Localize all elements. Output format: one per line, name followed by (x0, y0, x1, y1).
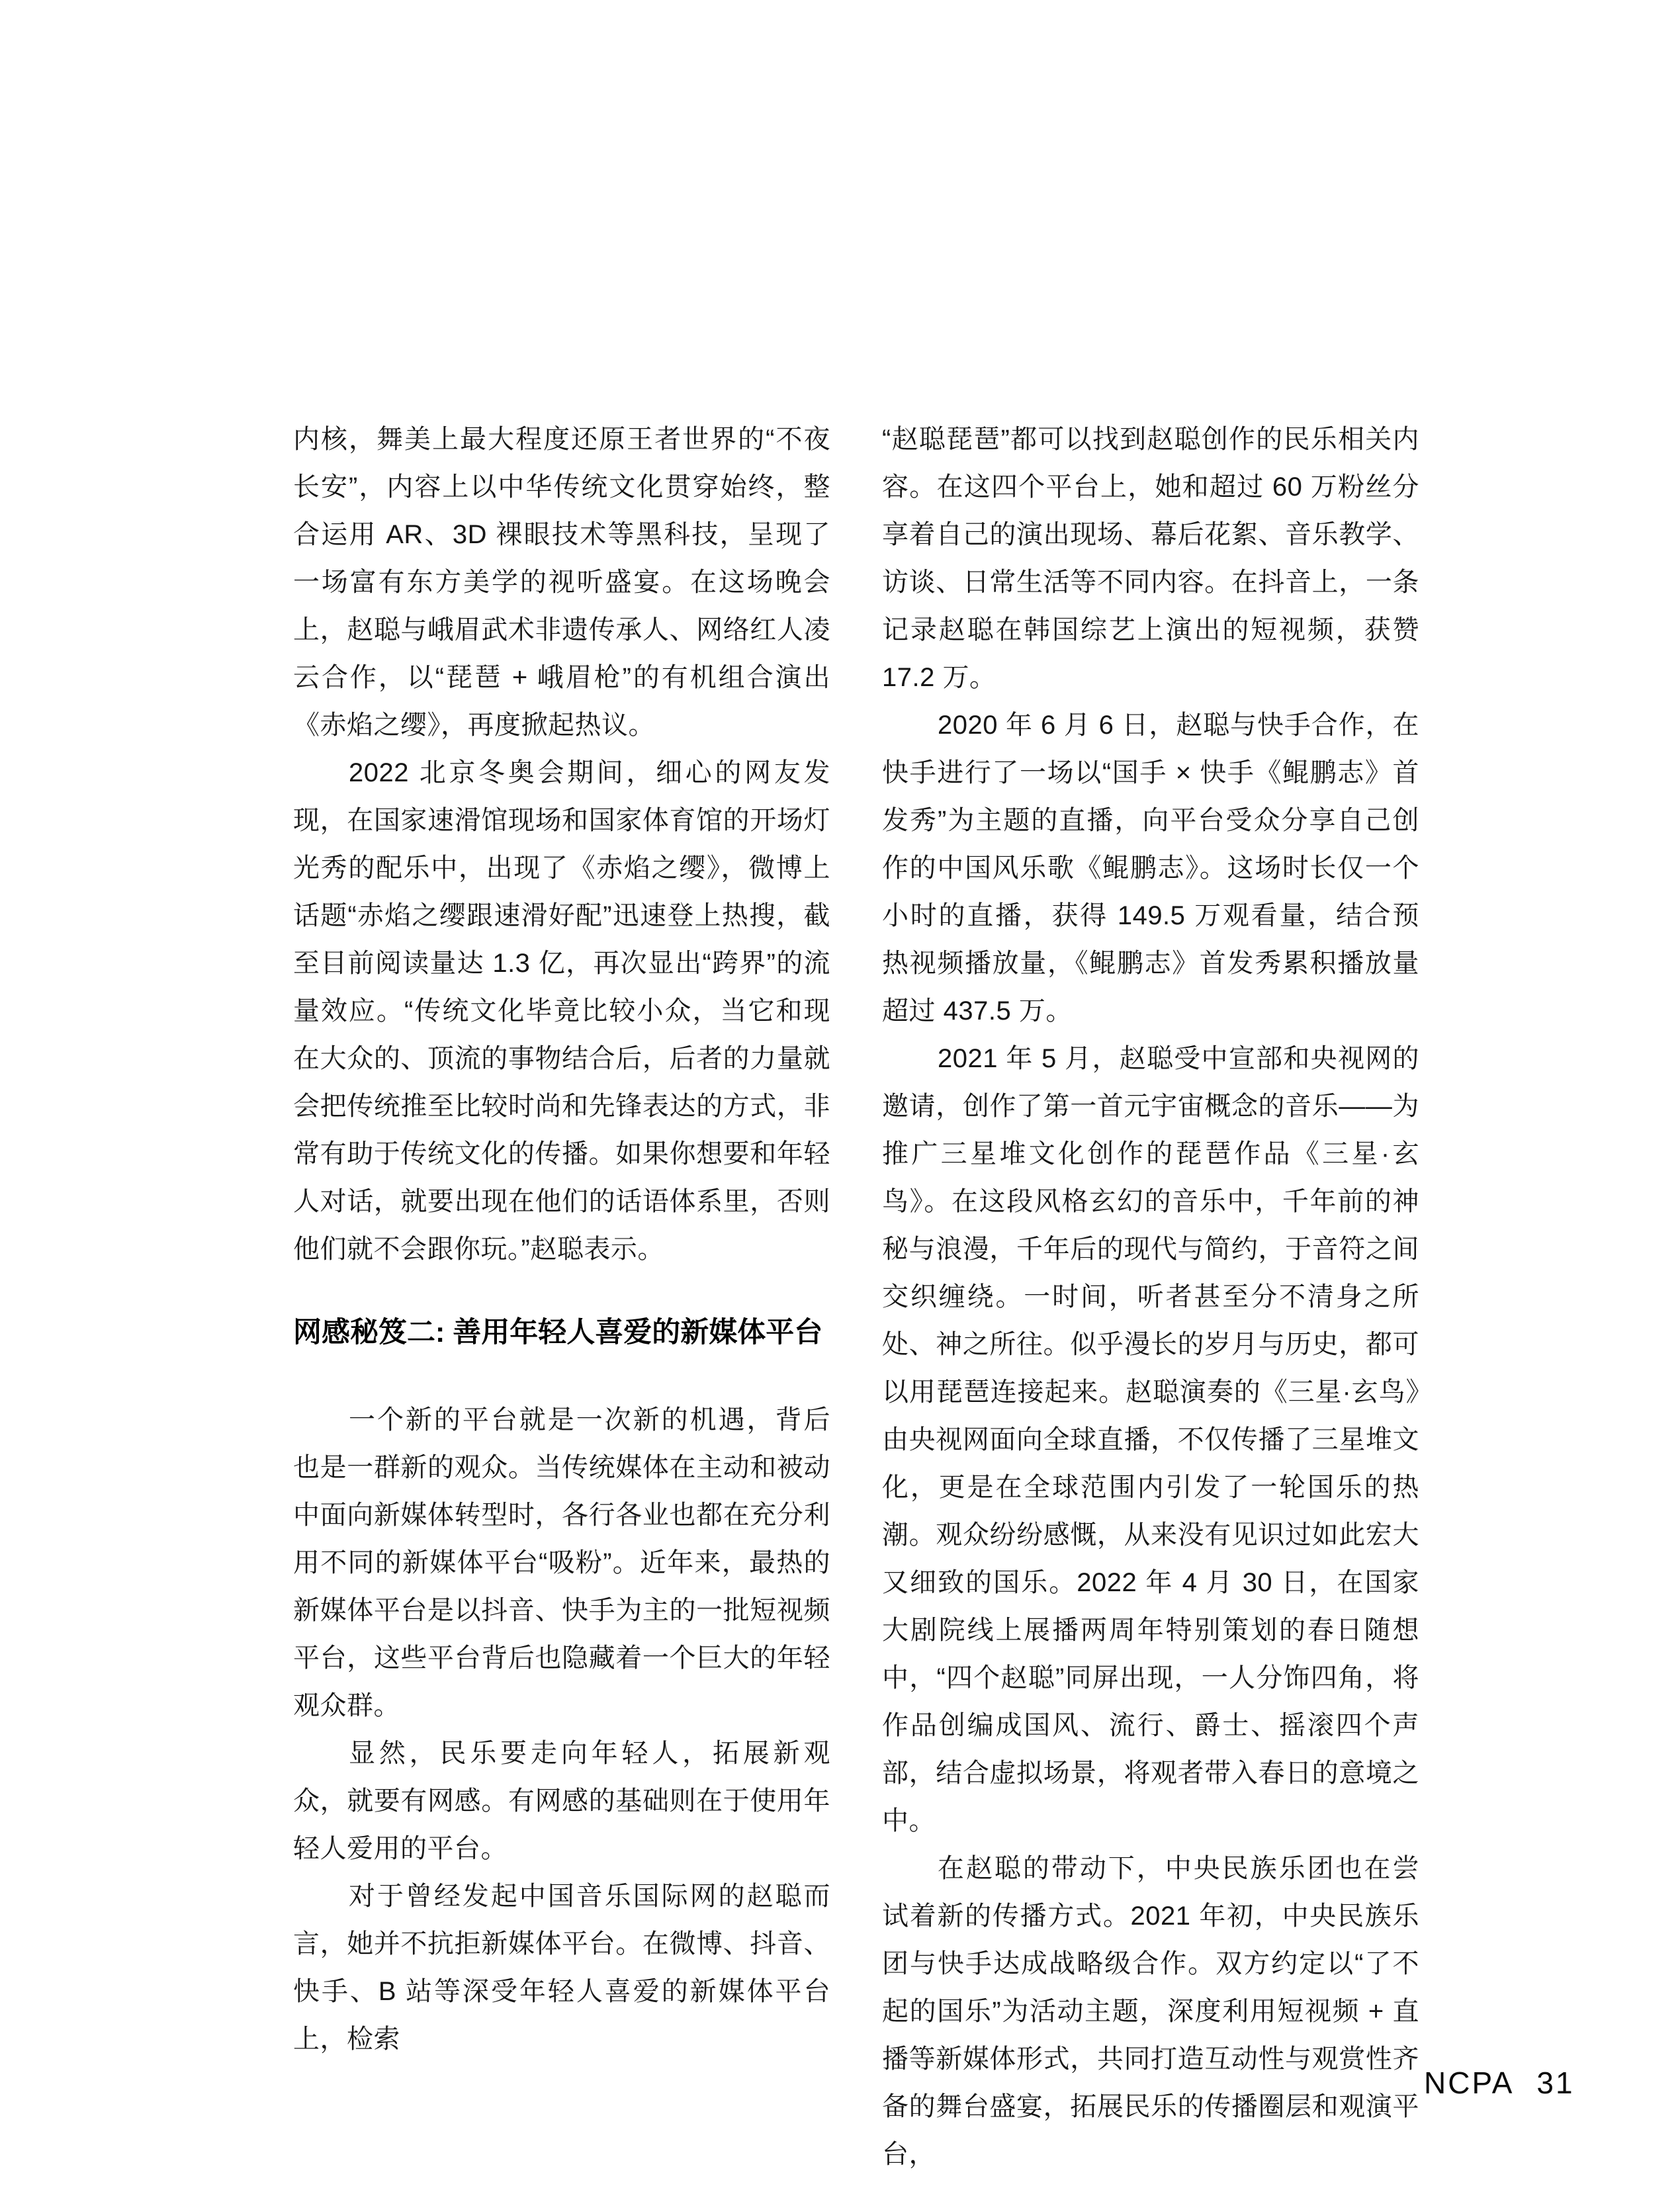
section-heading: 网感秘笈二: 善用年轻人喜爱的新媒体平台 (293, 1317, 823, 1348)
paragraph: 2020 年 6 月 6 日，赵聪与快手合作，在快手进行了一场以“国手 × 快手《鲲鹏志》首发秀”为主题的直播，向平台受众分享自己创作的中国风乐歌《鲲鹏志》。这场时长仅一个小时的直播，获得 149.5 万观看量，结合预热视频播放量，《鲲鹏志》首发秀累积播放量超过 437.5 万。 (882, 711, 1419, 1026)
paragraph: 在赵聪的带动下，中央民族乐团也在尝试着新的传播方式。2021 年初，中央民族乐团与快手达成战略级合作。双方约定以“了不起的国乐”为活动主题，深度利用短视频 + 直播等新媒体形式，共同打造互动性与观赏性齐备的舞台盛宴，拓展民乐的传播圈层和观演平台， (882, 1854, 1419, 2169)
page-footer (1424, 2067, 1575, 2099)
right-text-column (882, 416, 1419, 2178)
paragraph: 一个新的平台就是一次新的机遇，背后也是一群新的观众。当传统媒体在主动和被动中面向新媒体转型时，各行各业也都在充分利用不同的新媒体平台“吸粉”。近年来，最热的新媒体平台是以抖音、快手为主的一批短视频平台，这些平台背后也隐藏着一个巨大的年轻观众群。 (293, 1405, 830, 1720)
paragraph: 显然，民乐要走向年轻人，拓展新观众，就要有网感。有网感的基础则在于使用年轻人爱用的平台。 (293, 1739, 830, 1863)
paragraph: 内核，舞美上最大程度还原王者世界的“不夜长安”，内容上以中华传统文化贯穿始终，整合运用 AR、3D 裸眼技术等黑科技，呈现了一场富有东方美学的视听盛宴。在这场晚会上，赵聪与峨眉武术非遗传承人、网络红人凌云合作，以“琵琶 + 峨眉枪”的有机组合演出《赤焰之缨》，再度掀起热议。 (293, 425, 830, 740)
paragraph: 2021 年 5 月，赵聪受中宣部和央视网的邀请，创作了第一首元宇宙概念的音乐——为推广三星堆文化创作的琵琶作品《三星·玄鸟》。在这段风格玄幻的音乐中，千年前的神秘与浪漫，千年后的现代与简约，于音符之间交织缠绕。一时间，听者甚至分不清身之所处、神之所往。似乎漫长的岁月与历史，都可以用琵琶连接起来。赵聪演奏的《三星·玄鸟》由央视网面向全球直播，不仅传播了三星堆文化，更是在全球范围内引发了一轮国乐的热潮。观众纷纷感慨，从来没有见识过如此宏大又细致的国乐。2022 年 4 月 30 日，在国家大剧院线上展播两周年特别策划的春日随想中，“四个赵聪”同屏出现，一人分饰四角，将作品创编成国风、流行、爵士、摇滚四个声部，结合虚拟场景，将观者带入春日的意境之中。 (882, 1044, 1419, 1835)
footer-brand: NCPA (1424, 2066, 1515, 2100)
left-text-column (293, 416, 830, 2063)
paragraph: “赵聪琵琶”都可以找到赵聪创作的民乐相关内容。在这四个平台上，她和超过 60 万粉丝分享着自己的演出现场、幕后花絮、音乐教学、访谈、日常生活等不同内容。在抖音上，一条记录赵聪在韩国综艺上演出的短视频，获赞 17.2 万。 (882, 425, 1419, 692)
paragraph: 2022 北京冬奥会期间，细心的网友发现，在国家速滑馆现场和国家体育馆的开场灯光秀的配乐中，出现了《赤焰之缨》，微博上话题“赤焰之缨跟速滑好配”迅速登上热搜，截至目前阅读量达 1.3 亿，再次显出“跨界”的流量效应。“传统文化毕竟比较小众，当它和现在大众的、顶流的事物结合后，后者的力量就会把传统推至比较时尚和先锋表达的方式，非常有助于传统文化的传播。如果你想要和年轻人对话，就要出现在他们的话语体系里，否则他们就不会跟你玩。”赵聪表示。 (293, 758, 830, 1264)
paragraph: 对于曾经发起中国音乐国际网的赵聪而言，她并不抗拒新媒体平台。在微博、抖音、快手、B 站等深受年轻人喜爱的新媒体平台上，检索 (293, 1882, 830, 2054)
footer-page-number: 31 (1536, 2066, 1575, 2100)
